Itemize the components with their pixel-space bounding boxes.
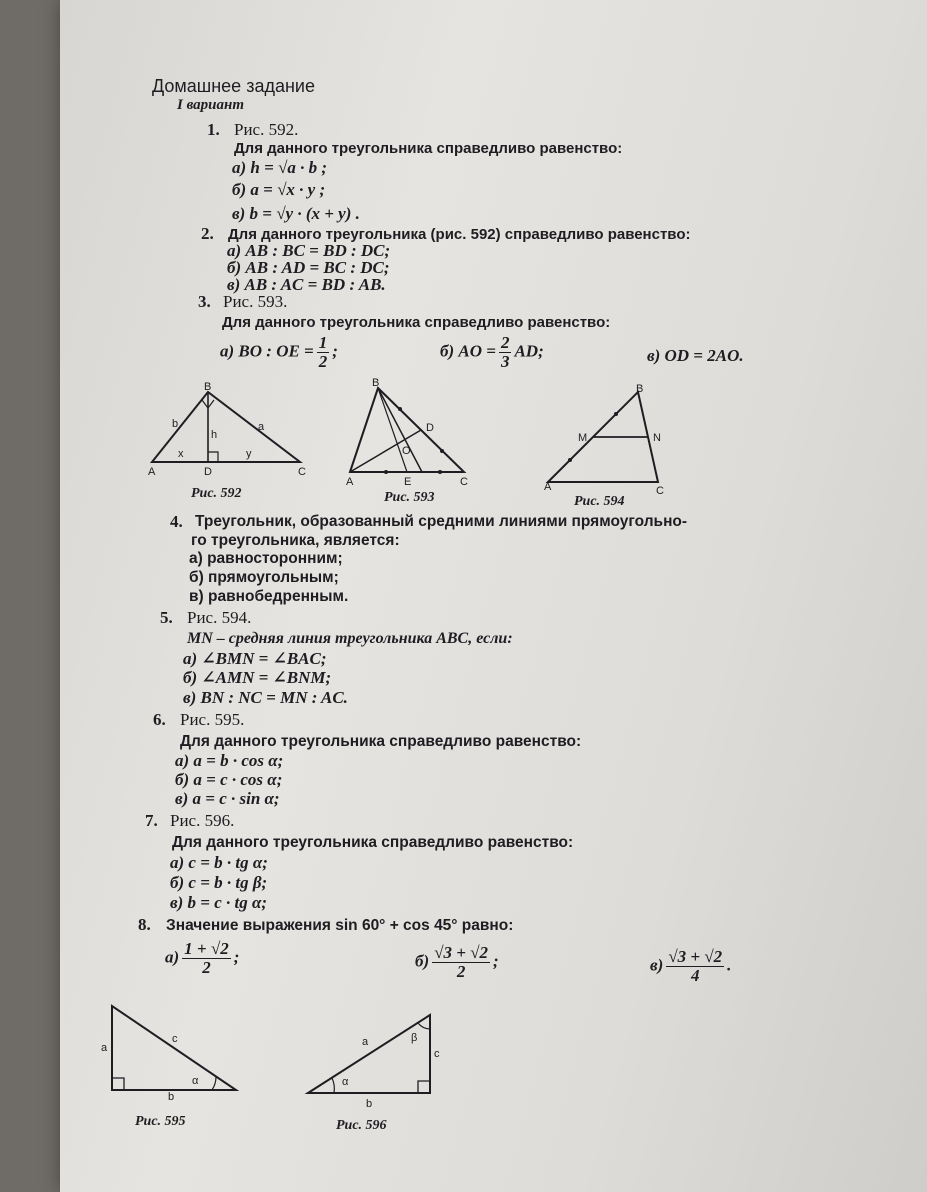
- svg-text:h: h: [211, 429, 218, 441]
- svg-text:C: C: [460, 476, 468, 488]
- svg-text:a: a: [362, 1036, 369, 1048]
- svg-text:b: b: [168, 1091, 175, 1100]
- q8-a-fraction: [182, 940, 231, 977]
- q1-option-b: б) a = √x · y ;: [232, 180, 326, 199]
- q8-b-prefix: б): [415, 951, 430, 971]
- q5-option-b: б) ∠AMN = ∠BNM;: [183, 668, 332, 687]
- figure-593-caption: Рис. 593: [384, 490, 435, 505]
- q8-a-suffix: ;: [233, 947, 240, 967]
- svg-text:y: y: [246, 448, 252, 460]
- q3-number: 3.: [198, 292, 211, 311]
- q3-a-fraction: [317, 334, 330, 371]
- q4-option-a: а) равносторонним;: [189, 550, 343, 567]
- figure-594: [540, 378, 680, 494]
- svg-text:b: b: [172, 418, 179, 430]
- svg-text:α: α: [192, 1075, 199, 1087]
- svg-text:α: α: [342, 1076, 349, 1088]
- q3-a-numerator: 1: [318, 333, 328, 352]
- svg-text:B: B: [636, 383, 644, 395]
- q8-b-fraction: [432, 944, 490, 981]
- svg-text:c: c: [172, 1033, 178, 1045]
- q7-option-a: а) c = b · tg α;: [170, 853, 268, 872]
- figure-592-caption: Рис. 592: [191, 486, 242, 501]
- svg-text:A: A: [346, 476, 354, 488]
- q2-option-c: в) AB : AC = BD : AB.: [227, 275, 386, 294]
- svg-text:B: B: [204, 381, 212, 393]
- q8-number: 8.: [138, 915, 151, 934]
- q6-number: 6.: [153, 710, 166, 729]
- figure-593: [340, 374, 480, 492]
- q7-option-c: в) b = c · tg α;: [170, 893, 268, 912]
- q3-a-suffix: ;: [332, 341, 338, 361]
- q2-text: Для данного треугольника (рис. 592) справедливо равенство:: [228, 226, 691, 243]
- q5-text: MN – средняя линия треугольника ABC, если:: [187, 630, 513, 647]
- q4-number: 4.: [170, 512, 183, 531]
- q3-option-a: [220, 334, 338, 371]
- q8-c-prefix: в): [650, 955, 664, 975]
- q6-option-b: б) a = c · cos α;: [175, 770, 283, 789]
- q7-option-b: б) c = b · tg β;: [170, 873, 268, 892]
- svg-text:a: a: [101, 1042, 108, 1054]
- svg-text:x: x: [178, 448, 184, 460]
- q3-b-denominator: 3: [500, 352, 510, 371]
- svg-text:A: A: [544, 481, 552, 493]
- q3-text: Для данного треугольника справедливо равенство:: [222, 314, 611, 331]
- q6-text: Для данного треугольника справедливо равенство:: [180, 733, 582, 750]
- svg-text:c: c: [434, 1048, 440, 1060]
- q8-b-numerator: √3 + √2: [434, 943, 489, 962]
- q4-option-c: в) равнобедренным.: [189, 588, 349, 605]
- q5-option-c: в) BN : NC = MN : AC.: [183, 688, 348, 707]
- q2-number: 2.: [201, 224, 214, 243]
- q6-option-c: в) a = c · sin α;: [175, 789, 280, 808]
- svg-text:E: E: [404, 476, 412, 488]
- svg-text:a: a: [258, 421, 265, 433]
- q1-option-a: а) h = √a · b ;: [232, 158, 328, 177]
- q3-b-numerator: 2: [500, 333, 510, 352]
- svg-text:A: A: [148, 466, 156, 478]
- q1-number: 1.: [207, 120, 220, 139]
- q8-c-fraction: [666, 948, 724, 985]
- q3-ref: Рис. 593.: [223, 292, 288, 311]
- figure-596: [300, 1005, 450, 1109]
- q8-c-suffix: .: [727, 955, 732, 975]
- figure-596-caption: Рис. 596: [336, 1118, 387, 1133]
- figure-594-caption: Рис. 594: [574, 494, 625, 509]
- q8-text: Значение выражения sin 60° + cos 45° равно:: [166, 917, 514, 934]
- q7-ref: Рис. 596.: [170, 811, 235, 830]
- svg-text:D: D: [204, 466, 212, 478]
- q3-a-denominator: 2: [318, 352, 328, 371]
- q4-text-line1: Треугольник, образованный средними линиями прямоугольно-: [195, 513, 688, 530]
- q3-b-prefix: б) AO =: [440, 341, 496, 361]
- figure-592: [140, 378, 330, 488]
- svg-text:M: M: [578, 432, 588, 444]
- q8-a-denominator: 2: [202, 958, 211, 977]
- q4-option-b: б) прямоугольным;: [189, 569, 339, 586]
- q8-option-b: [415, 944, 499, 981]
- q3-b-fraction: [499, 334, 512, 371]
- figure-595-caption: Рис. 595: [135, 1114, 186, 1129]
- svg-text:β: β: [411, 1032, 418, 1044]
- q6-option-a: а) a = b · cos α;: [175, 751, 284, 770]
- q1-option-c: в) b = √y · (x + y) .: [232, 204, 360, 223]
- svg-text:O: O: [402, 445, 411, 457]
- svg-text:D: D: [426, 422, 434, 434]
- q5-option-a: а) ∠BMN = ∠BAC;: [183, 649, 327, 668]
- q1-ref: Рис. 592.: [234, 120, 299, 139]
- q8-a-prefix: а): [165, 947, 180, 967]
- page-title: Домашнее задание: [152, 76, 315, 96]
- svg-text:B: B: [372, 377, 380, 389]
- q1-text: Для данного треугольника справедливо равенство:: [234, 140, 623, 157]
- figure-595: [98, 996, 248, 1100]
- q7-number: 7.: [145, 811, 158, 830]
- q8-b-suffix: ;: [493, 951, 499, 971]
- q3-a-prefix: а) BO : OE =: [220, 341, 314, 361]
- q3-b-suffix: AD;: [514, 341, 544, 361]
- q8-option-a: [165, 940, 239, 977]
- svg-text:N: N: [653, 432, 661, 444]
- q8-c-numerator: √3 + √2: [668, 947, 723, 966]
- q4-text-line2: го треугольника, является:: [191, 532, 400, 549]
- svg-text:C: C: [298, 466, 306, 478]
- q8-a-numerator: 1 + √2: [184, 939, 229, 958]
- q8-option-c: [650, 948, 731, 985]
- q6-ref: Рис. 595.: [180, 710, 245, 729]
- svg-text:C: C: [656, 485, 664, 494]
- q8-c-denominator: 4: [690, 966, 700, 985]
- q3-option-c: в) OD = 2AO.: [647, 346, 744, 365]
- q7-text: Для данного треугольника справедливо равенство:: [172, 834, 574, 851]
- svg-text:b: b: [366, 1098, 373, 1109]
- q5-number: 5.: [160, 608, 173, 627]
- q5-ref: Рис. 594.: [187, 608, 252, 627]
- q3-option-b: [440, 334, 544, 371]
- q2-option-a: а) AB : BC = BD : DC;: [227, 241, 391, 260]
- q8-b-denominator: 2: [456, 962, 466, 981]
- variant-label: I вариант: [177, 97, 245, 113]
- q2-option-b: б) AB : AD = BC : DC;: [227, 258, 390, 277]
